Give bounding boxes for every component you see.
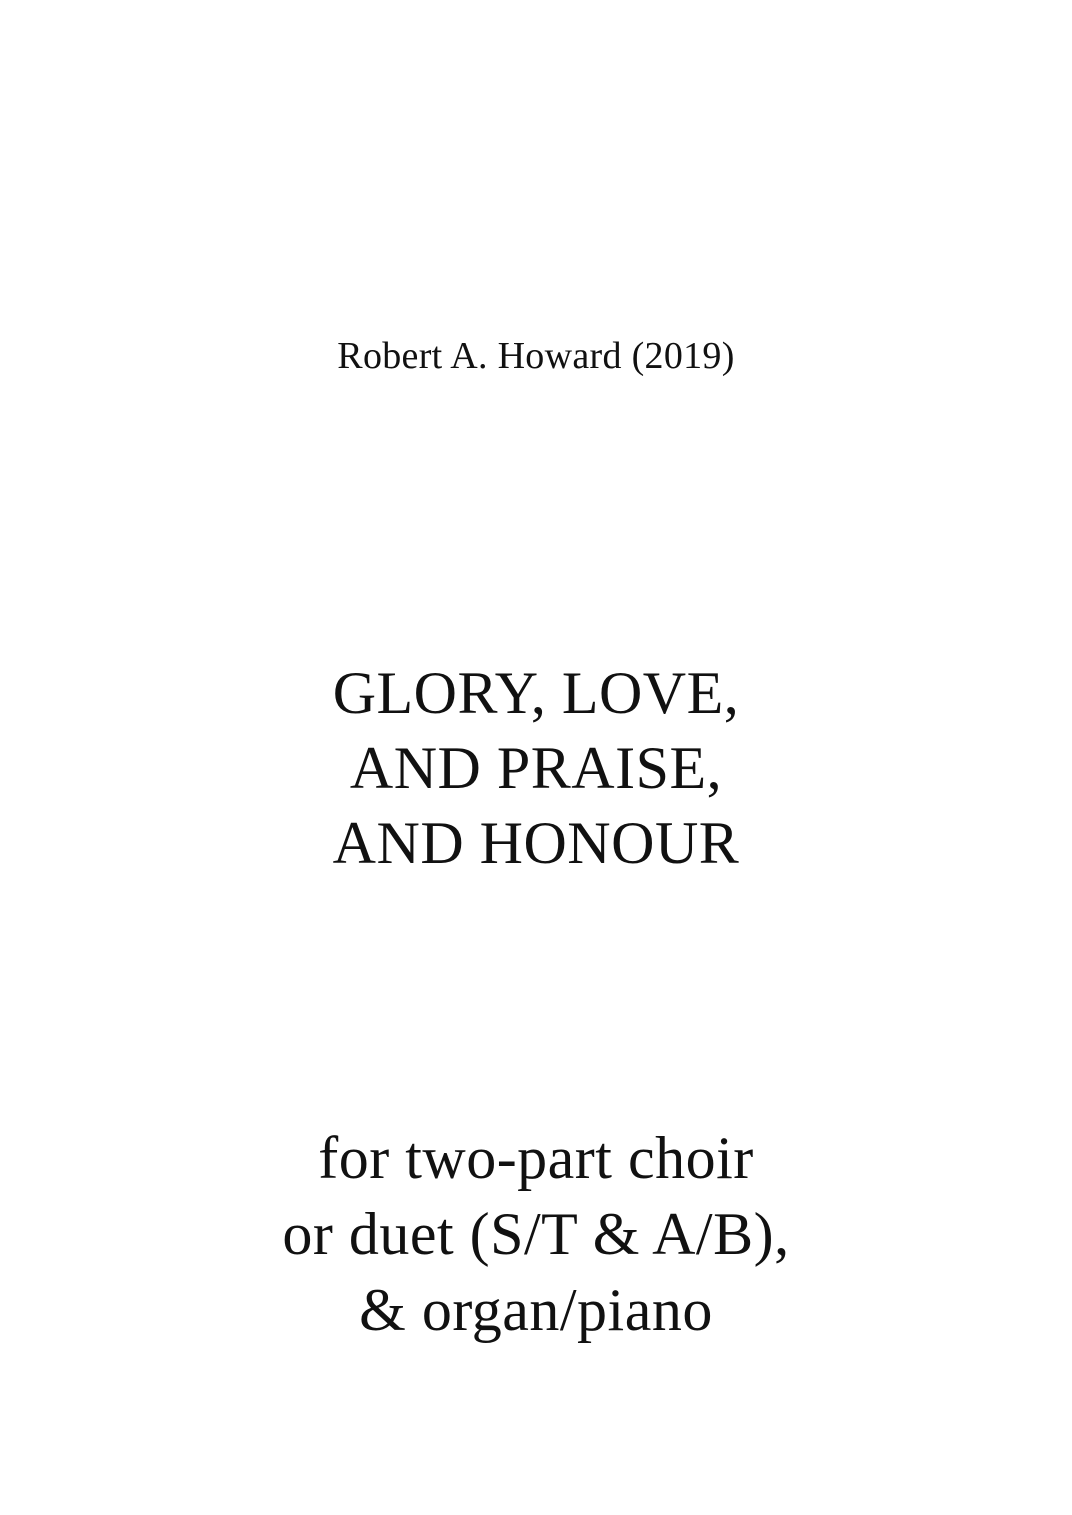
- scoring-line: & organ/piano: [359, 1277, 713, 1343]
- composer-credit: Robert A. Howard (2019): [337, 335, 735, 377]
- title-line: GLORY, LOVE,: [332, 660, 740, 726]
- scoring-line: for two-part choir: [318, 1125, 754, 1191]
- title-line: AND HONOUR: [332, 810, 740, 876]
- scoring-line: or duet (S/T & A/B),: [282, 1201, 790, 1267]
- scoring-description: [0, 1120, 1072, 1348]
- work-title: [0, 656, 1072, 881]
- title-line: AND PRAISE,: [349, 735, 723, 801]
